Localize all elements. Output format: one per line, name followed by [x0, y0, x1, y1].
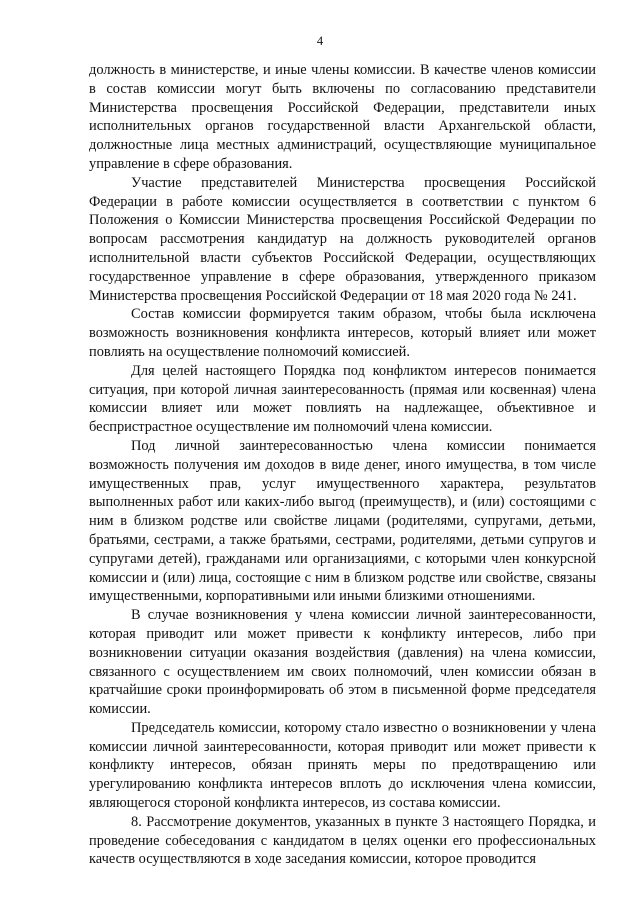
paragraph-personal-interest: Под личной заинтересованностью члена комиссии понимается возможность получения им доходов в виде денег, иного имущества, в том числе имущественных прав, услуг имущественного характера, результатов выполненных работ или каких-либо выгод (преимуществ), и (или) состоящими с ним в близком родстве или свойстве лицами (родителями, супругами, детьми, братьями, сестрами, а также братьями, сестрами, родителями, детьми супругов и супругами детей), гражданами или организациями, с которыми член конкурсной комиссии и (или) лица, состоящие с ним в близком родстве или свойстве, связаны имущественными, корпоративными или иными близкими отношениями.: [89, 437, 596, 605]
paragraph-chairman-measures: Председатель комиссии, которому стало известно о возникновении у члена комиссии личной заинтересованности, которая приводит или может привести к конфликту интересов, обязан принять меры по предотвращению или урегулированию конфликта интересов вплоть до исключения члена комиссии, являющегося стороной конфликта интересов, из состава комиссии.: [89, 719, 596, 812]
paragraph-member-obligation: В случае возникновения у члена комиссии личной заинтересованности, которая приводит или может привести к конфликту интересов, либо при возникновении ситуации оказания воздействия (давления) на члена комиссии, связанного с осуществлением им своих полномочий, член комиссии обязан в кратчайшие сроки проинформировать об этом в письменной форме председателя комиссии.: [89, 607, 596, 718]
paragraph-ministry-participation: Участие представителей Министерства просвещения Российской Федерации в работе комиссии осуществляется в соответствии с пунктом 6 Положения о Комиссии Министерства просвещения Российской Федерации по вопросам рассмотрения кандидатур на должность руководителей органов исполнительной власти субъектов Российской Федерации, осуществляющих государственное управление в сфере образования, утвержденного приказом Министерства просвещения Российской Федерации от 18 мая 2020 года № 241.: [89, 174, 596, 304]
paragraph-commission-composition: Состав комиссии формируется таким образом, чтобы была исключена возможность возникновения конфликта интересов, который влияет или может повлиять на осуществление полномочий комиссией.: [89, 306, 596, 360]
document-body: [89, 61, 596, 869]
paragraph-conflict-definition: Для целей настоящего Порядка под конфликтом интересов понимается ситуация, при которой личная заинтересованность (прямая или косвенная) члена комиссии влияет или может повлиять на надлежащее, объективное и беспристрастное осуществление им полномочий члена комиссии.: [89, 362, 596, 436]
paragraph-continuation: должность в министерстве, и иные члены комиссии. В качестве членов комиссии в состав комиссии могут быть включены по согласованию представители Министерства просвещения Российской Федерации, представители иных исполнительных органов государственной власти Архангельской области, должностные лица местных администраций, осуществляющие муниципальное управление в сфере образования.: [89, 62, 596, 172]
page-number: 4: [316, 34, 324, 48]
paragraph-item-8: 8. Рассмотрение документов, указанных в пункте 3 настоящего Порядка, и проведение собеседования с кандидатом в целях оценки его профессиональных качеств осуществляются в ходе заседания комиссии, которое проводится: [89, 813, 596, 868]
